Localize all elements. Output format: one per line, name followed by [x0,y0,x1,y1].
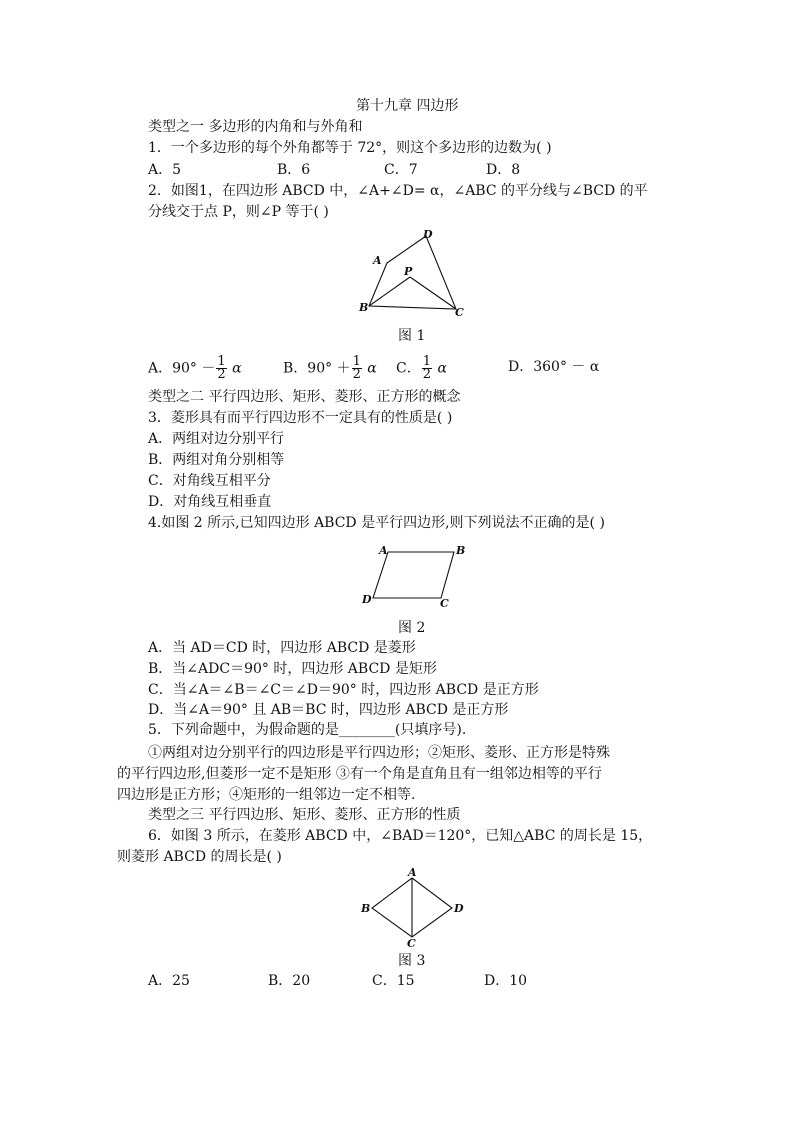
q6-option-b: B．20 [268,973,311,989]
q4-option-a: A．当 AD＝CD 时，四边形 ABCD 是菱形 [148,640,416,656]
q6-stem-line1: 6．如图 3 所示，在菱形 ABCD 中，∠BAD＝120°，已知△ABC 的周长是 15， [148,828,653,844]
q2-option-a-fraction: $\frac{1}{2}$ [217,354,226,382]
fig2-label-a: A [379,544,388,557]
q6-option-c: C．15 [372,973,415,989]
q6-option-a: A．25 [148,973,190,989]
fig1-label-b: B [359,301,369,314]
q2-option-d: D．360° － α [508,359,600,375]
q6-option-d: D．10 [484,973,528,989]
fig3-label-b: B [361,902,371,915]
q3-option-d: D．对角线互相垂直 [148,494,272,510]
q6-stem-line2: 则菱形 ABCD 的周长是( ) [117,849,282,865]
fig3-label-d: D [454,902,464,915]
q1-stem: 1．一个多边形的每个外角都等于 72°，则这个多边形的边数为( ) [148,140,552,156]
fig1-label-c: C [455,306,464,319]
q5-body-line3: 四边形是正方形；④矩形的一组邻边一定不相等. [117,787,416,803]
q4-option-d: D．当∠A＝90° 且 AB＝BC 时，四边形 ABCD 是正方形 [148,702,509,718]
fig3-label-c: C [407,937,416,950]
section-heading-3: 类型之三 平行四边形、矩形、菱形、正方形的性质 [148,807,461,823]
q3-stem: 3．菱形具有而平行四边形不一定具有的性质是( ) [148,410,453,426]
q5-body-line1: ①两组对边分别平行的四边形是平行四边形；②矩形、菱形、正方形是特殊 [148,745,610,761]
q5-body-line2: 的平行四边形,但菱形一定不是矩形 ③有一个角是直角且有一组邻边相等的平行 [117,766,602,782]
q5-stem: 5．下列命题中，为假命题的是________(只填序号). [148,722,467,738]
q2-option-b-fraction: $\frac{1}{2}$ [352,354,361,382]
q2-option-c-fraction: $\frac{1}{2}$ [422,354,431,382]
figure-3-caption: 图 3 [398,953,426,969]
fig1-label-p: P [404,265,413,278]
figure-2-parallelogram [358,541,470,611]
section-heading-1: 类型之一 多边形的内角和与外角和 [148,119,363,135]
chapter-title: 第十九章 四边形 [356,98,459,114]
q4-option-b: B．当∠ADC＝90° 时，四边形 ABCD 是矩形 [148,661,437,677]
figure-3-rhombus [356,868,468,948]
fig1-quadrilateral-abcd [369,236,456,309]
figure-2-caption: 图 2 [398,620,426,636]
q1-option-c: C．7 [384,162,418,178]
q2-option-a: A．90° － $\frac{1}{2}$ α [148,354,242,382]
fig2-label-c: C [440,597,449,610]
q1-option-d: D．8 [486,162,521,178]
q4-stem: 4.如图 2 所示,已知四边形 ABCD 是平行四边形,则下列说法不正确的是( ) [148,515,605,531]
q2-option-c: C． $\frac{1}{2}$ α [396,354,447,382]
q3-option-c: C．对角线互相平分 [148,473,271,489]
fig1-label-d: D [423,228,433,241]
q2-stem-line2: 分线交于点 P，则∠P 等于( ) [148,204,329,220]
q3-option-a: A．两组对边分别平行 [148,431,285,447]
q1-option-b: B．6 [277,162,311,178]
figure-1-quadrilateral [355,225,475,320]
fig2-label-b: B [456,544,466,557]
fig2-label-d: D [362,593,372,606]
figure-1-caption: 图 1 [398,328,426,344]
q2-option-b: B．90° ＋ $\frac{1}{2}$ α [283,354,377,382]
q2-stem-line1: 2．如图1，在四边形 ABCD 中，∠A+∠D= α，∠ABC 的平分线与∠BCD 的平 [148,183,648,199]
fig1-label-a: A [373,254,382,267]
fig3-label-a: A [408,866,417,879]
section-heading-2: 类型之二 平行四边形、矩形、菱形、正方形的概念 [148,389,461,405]
q3-option-b: B．两组对角分别相等 [148,452,285,468]
q4-option-c: C．当∠A＝∠B＝∠C＝∠D＝90° 时，四边形 ABCD 是正方形 [148,682,539,698]
q1-option-a: A．5 [148,162,182,178]
fig2-parallelogram-abcd [373,552,454,598]
